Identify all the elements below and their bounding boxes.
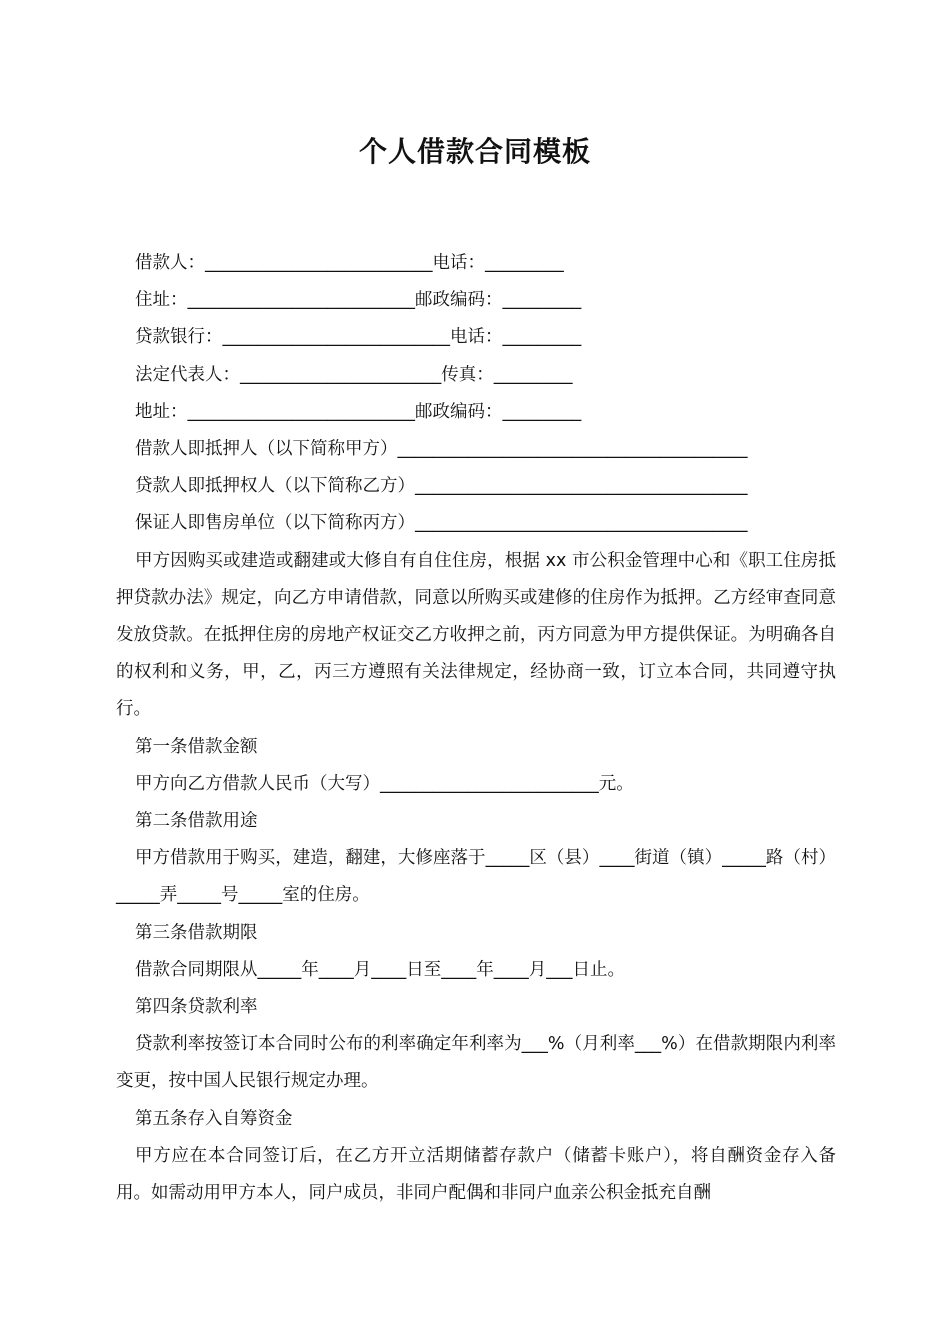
field-party-c: 保证人即售房单位（以下简称丙方）______________________________________: [135, 513, 748, 534]
field-address: 住址：__________________________邮政编码：_________: [135, 290, 582, 311]
article-3-heading: 第三条借款期限: [135, 922, 258, 943]
article-3-text: 借款合同期限从_____年____月____日至____年____月___日止。: [135, 959, 625, 980]
article-1-text: 甲方向乙方借款人民币（大写）_________________________元。: [135, 773, 634, 794]
article-2-text: 甲方借款用于购买，建造，翻建，大修座落于_____区（县）____街道（镇）_____路（村）_____弄_____号_____室的住房。: [116, 848, 836, 906]
article-4-text: 贷款利率按签订本合同时公布的利率确定年利率为___%（月利率___%）在借款期限内利率变更，按中国人民银行规定办理。: [116, 1034, 836, 1092]
field-bank-address: 地址：__________________________邮政编码：_________: [135, 401, 582, 422]
article-2-heading: 第二条借款用途: [135, 811, 258, 832]
article-4-heading: 第四条贷款利率: [135, 997, 258, 1018]
document-title: 个人借款合同模板: [358, 135, 591, 168]
field-borrower: 借款人：__________________________电话：_________: [135, 253, 564, 273]
article-5-text: 甲方应在本合同签订后，在乙方开立活期储蓄存款户（储蓄卡账户），将自酬资金存入备用。如需动用甲方本人，同户成员，非同户配偶和非同户血亲公积金抵充自酬: [116, 1145, 836, 1204]
field-legal-representative: 法定代表人：_______________________传真：_________: [135, 364, 573, 385]
intro-paragraph: 甲方因购买或建造或翻建或大修自有自住住房，根据 xx 市公积金管理中心和《职工住房抵押贷款办法》规定，向乙方申请借款，同意以所购买或建修的住房作为抵押。乙方经审查同意发放贷款。在抵押住房的房地产权证交乙方收押之前，丙方同意为甲方提供保证。为明确各自的权利和义务，甲，乙，丙三方遵照有关法律规定，经协商一致，订立本合同，共同遵守执行。: [116, 550, 836, 720]
field-lending-bank: 贷款银行：__________________________电话：_________: [135, 327, 582, 348]
field-party-b: 贷款人即抵押权人（以下简称乙方）______________________________________: [135, 476, 748, 497]
article-1-heading: 第一条借款金额: [135, 736, 258, 757]
article-5-heading: 第五条存入自筹资金: [135, 1108, 293, 1129]
field-party-a: 借款人即抵押人（以下简称甲方）________________________________________: [135, 439, 748, 460]
document-body: [116, 245, 836, 1212]
